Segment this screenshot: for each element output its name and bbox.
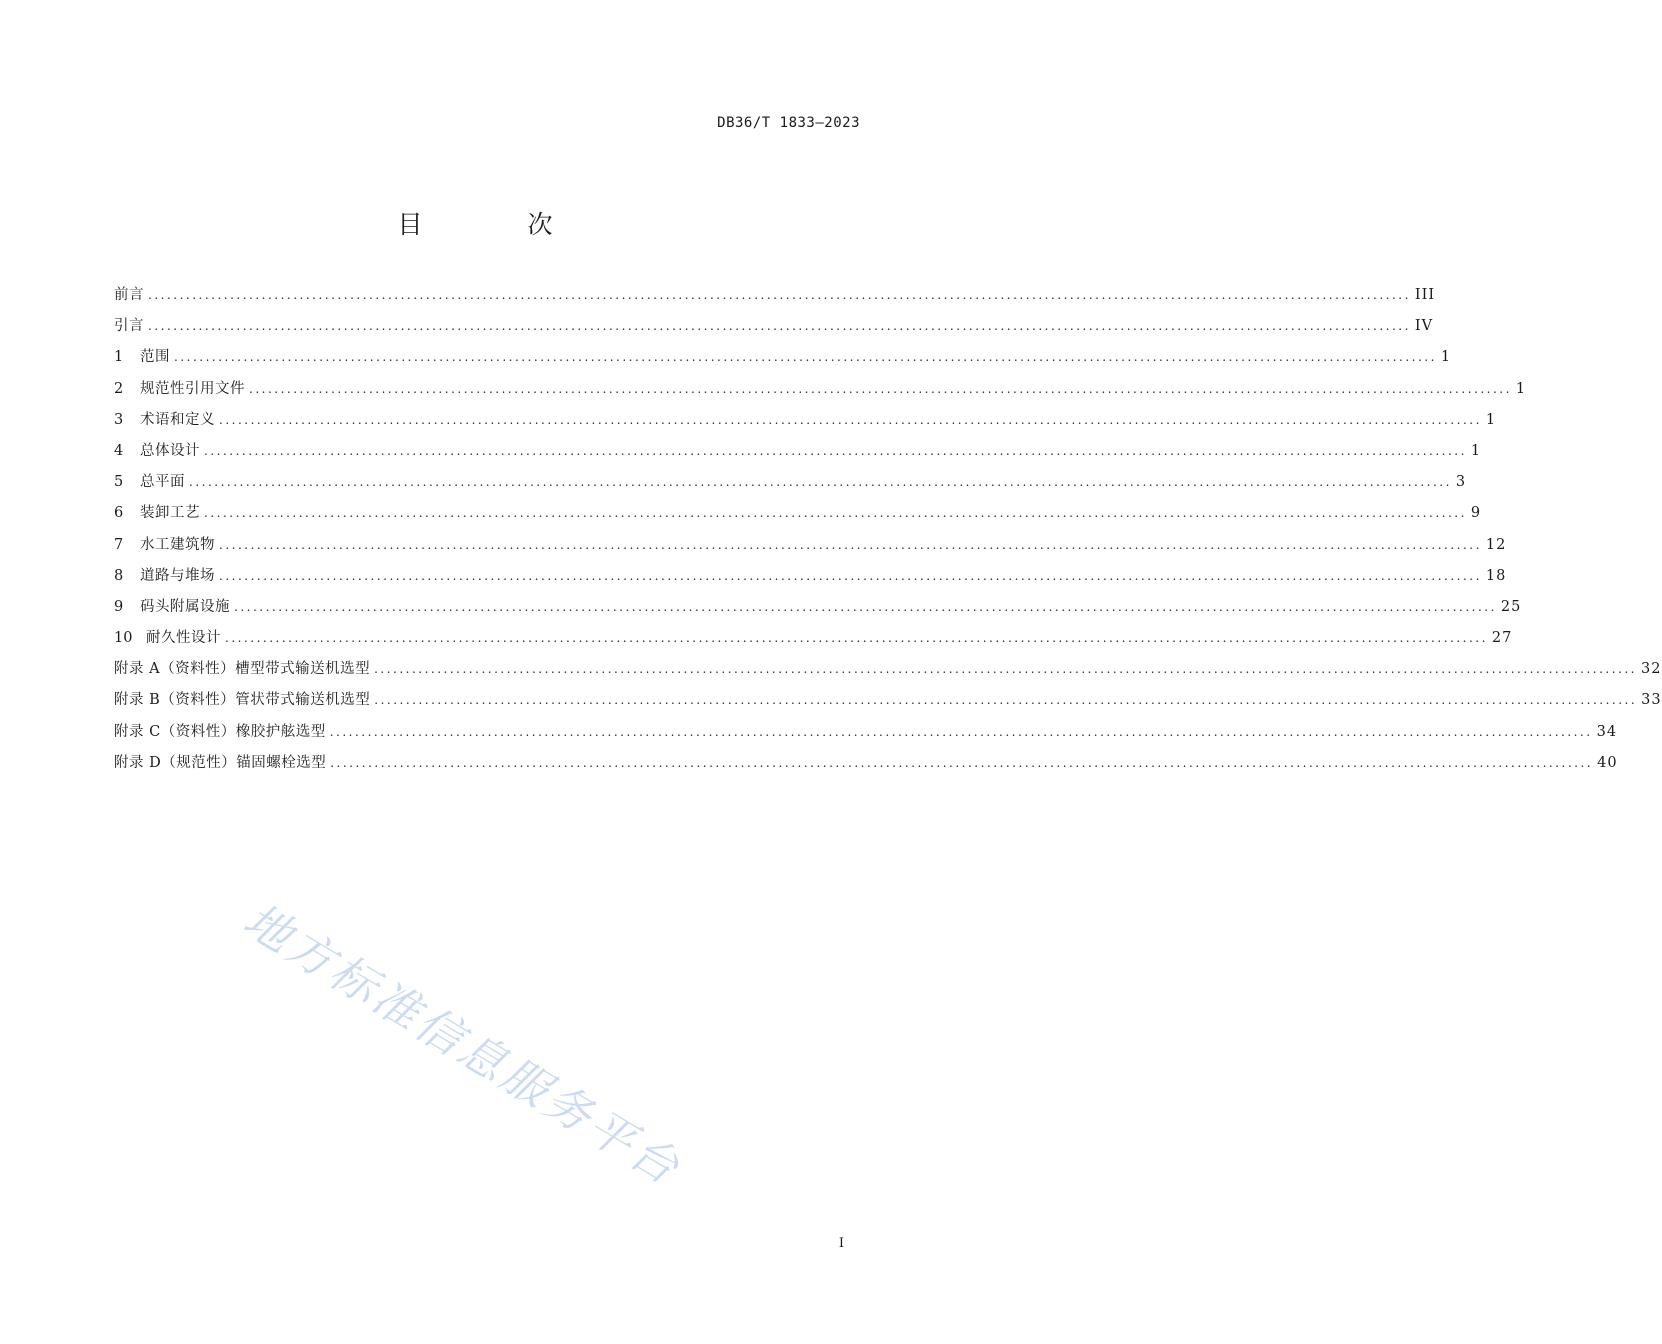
toc-entry-title: 附录 C（资料性）橡胶护舷选型: [114, 723, 326, 740]
toc-entry[interactable]: [114, 564, 1507, 595]
toc-entry[interactable]: [114, 720, 1618, 751]
dot-leader: ........................................................................................................................................................................................................: [374, 662, 1637, 677]
toc-entry-title: 前言: [114, 287, 144, 303]
toc-entry[interactable]: [114, 595, 1522, 626]
toc-entry-page: 1: [1515, 380, 1527, 397]
dot-leader: ........................................................................................................................................................................................................: [148, 319, 1411, 334]
toc-entry-title: 道路与堆场: [140, 567, 215, 584]
watermark: 地方标准信息服务平台: [234, 892, 691, 1197]
toc-entry[interactable]: [114, 408, 1497, 439]
toc-entry-title: 规范性引用文件: [140, 380, 245, 397]
dot-leader: ........................................................................................................................................................................................................: [219, 537, 1482, 552]
toc-entry-page: 27: [1491, 630, 1513, 647]
toc-entry-page: 18: [1485, 567, 1507, 584]
dot-leader: ........................................................................................................................................................................................................: [219, 568, 1482, 583]
toc-entry-title: 范围: [140, 349, 170, 366]
toc-entry-title: 耐久性设计: [146, 630, 221, 647]
toc-entry[interactable]: [114, 470, 1467, 501]
toc-entry-number: 7: [114, 536, 124, 553]
toc-entry-page: 1: [1485, 411, 1497, 428]
toc-entry[interactable]: [114, 501, 1482, 532]
toc-entry-page: 1: [1470, 442, 1482, 459]
dot-leader: ........................................................................................................................................................................................................: [219, 412, 1482, 427]
toc-entry-number: 6: [114, 505, 124, 522]
toc-entry[interactable]: [114, 657, 1662, 688]
toc-entry[interactable]: [114, 688, 1662, 719]
toc-entry-page: IV: [1414, 318, 1434, 335]
toc-entry-page: 12: [1485, 536, 1507, 553]
toc-entry-page: III: [1414, 287, 1436, 303]
toc-entry-title: 附录 D（规范性）锚固螺栓选型: [114, 754, 327, 771]
toc-entry[interactable]: [114, 751, 1618, 782]
toc-entry-page: 34: [1596, 723, 1618, 740]
table-of-contents: [114, 283, 1662, 782]
page-number: I: [838, 1236, 844, 1251]
dot-leader: ........................................................................................................................................................................................................: [204, 506, 1467, 521]
dot-leader: ........................................................................................................................................................................................................: [204, 443, 1467, 458]
toc-entry-title: 附录 B（资料性）管状带式输送机选型: [114, 692, 371, 709]
toc-entry[interactable]: [114, 377, 1527, 408]
toc-entry[interactable]: [114, 314, 1434, 345]
toc-entry-title: 总平面: [140, 474, 185, 491]
toc-entry-title: 码头附属设施: [140, 598, 230, 615]
dot-leader: ........................................................................................................................................................................................................: [330, 755, 1594, 770]
toc-entry-number: 2: [114, 380, 124, 397]
dot-leader: ........................................................................................................................................................................................................: [249, 381, 1512, 396]
toc-entry-number: 9: [114, 598, 124, 615]
dot-leader: ........................................................................................................................................................................................................: [225, 631, 1488, 646]
toc-entry-title: 附录 A（资料性）槽型带式输送机选型: [114, 661, 371, 678]
dot-leader: ........................................................................................................................................................................................................: [234, 599, 1497, 614]
toc-entry-page: 33: [1641, 692, 1662, 709]
toc-entry-page: 9: [1470, 505, 1482, 522]
toc-entry-number: 4: [114, 442, 124, 459]
dot-leader: ........................................................................................................................................................................................................: [374, 693, 1638, 708]
toc-entry-page: 3: [1455, 474, 1467, 491]
dot-leader: ........................................................................................................................................................................................................: [329, 724, 1593, 739]
toc-entry-number: 10: [114, 630, 133, 647]
toc-entry[interactable]: [114, 283, 1436, 314]
toc-entry[interactable]: [114, 626, 1513, 657]
toc-entry-title: 水工建筑物: [140, 536, 215, 553]
toc-entry-page: 1: [1440, 349, 1452, 366]
toc-entry-page: 25: [1500, 598, 1522, 615]
document-code: DB36/T 1833—2023: [717, 115, 860, 131]
dot-leader: ........................................................................................................................................................................................................: [189, 475, 1452, 490]
toc-entry-title: 术语和定义: [140, 411, 215, 428]
toc-entry-number: 3: [114, 411, 124, 428]
toc-entry-title: 装卸工艺: [140, 505, 200, 522]
toc-entry[interactable]: [114, 533, 1507, 564]
toc-entry-page: 32: [1640, 661, 1662, 678]
toc-entry-title: 总体设计: [140, 442, 200, 459]
toc-title: 目 次: [397, 210, 593, 239]
toc-entry-page: 40: [1597, 754, 1618, 771]
toc-entry[interactable]: [114, 439, 1482, 470]
toc-entry-number: 1: [114, 349, 124, 366]
toc-entry-number: 8: [114, 567, 124, 584]
dot-leader: ........................................................................................................................................................................................................: [148, 288, 1411, 302]
toc-entry-title: 引言: [114, 318, 144, 335]
toc-entry-number: 5: [114, 474, 124, 491]
toc-entry[interactable]: [114, 345, 1452, 376]
dot-leader: ........................................................................................................................................................................................................: [174, 350, 1437, 365]
